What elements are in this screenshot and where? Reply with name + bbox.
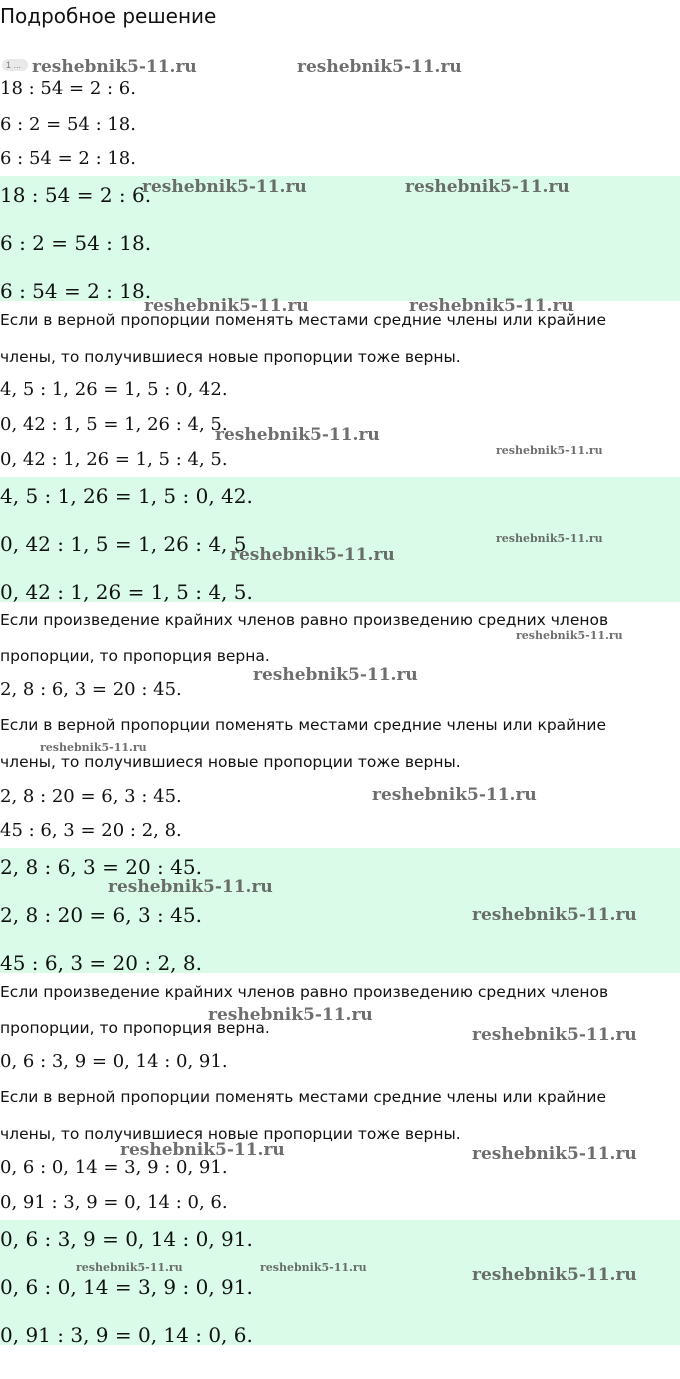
loading-placeholder: 1 ...: [2, 59, 28, 71]
watermark: reshebnik5-11.ru: [409, 296, 574, 316]
answer-equation: 0, 91 : 3, 9 = 0, 14 : 0, 6.: [0, 1323, 253, 1347]
answer-equation: 0, 6 : 3, 9 = 0, 14 : 0, 91.: [0, 1227, 253, 1251]
watermark: reshebnik5-11.ru: [496, 444, 603, 457]
answer-equation: 18 : 54 = 2 : 6.: [0, 183, 152, 207]
watermark: reshebnik5-11.ru: [108, 877, 273, 897]
equation-line: 0, 42 : 1, 5 = 1, 26 : 4, 5.: [0, 414, 228, 435]
watermark: reshebnik5-11.ru: [516, 629, 623, 642]
watermark: reshebnik5-11.ru: [496, 532, 603, 545]
equation-line: 0, 6 : 0, 14 = 3, 9 : 0, 91.: [0, 1157, 228, 1178]
answer-equation: 6 : 54 = 2 : 18.: [0, 279, 152, 303]
rule-text: члены, то получившиеся новые пропорции тоже верны.: [0, 753, 461, 771]
equation-line: 2, 8 : 20 = 6, 3 : 45.: [0, 786, 182, 807]
rule-text: Если в верной пропорции поменять местами средние члены или крайние: [0, 1088, 606, 1106]
watermark: reshebnik5-11.ru: [472, 1265, 637, 1285]
watermark: reshebnik5-11.ru: [260, 1261, 367, 1274]
answer-equation: 0, 42 : 1, 5 = 1, 26 : 4, 5: [0, 532, 247, 556]
rule-text: пропорции, то пропорция верна.: [0, 1019, 270, 1037]
watermark: reshebnik5-11.ru: [32, 57, 197, 77]
watermark: reshebnik5-11.ru: [40, 741, 147, 754]
watermark: reshebnik5-11.ru: [208, 1005, 373, 1025]
answer-equation: 0, 42 : 1, 26 = 1, 5 : 4, 5.: [0, 580, 253, 604]
watermark: reshebnik5-11.ru: [144, 296, 309, 316]
watermark: reshebnik5-11.ru: [142, 177, 307, 197]
answer-equation: 2, 8 : 6, 3 = 20 : 45.: [0, 855, 202, 879]
rule-text: члены, то получившиеся новые пропорции тоже верны.: [0, 348, 461, 366]
equation-line: 6 : 54 = 2 : 18.: [0, 148, 136, 169]
equation-line: 4, 5 : 1, 26 = 1, 5 : 0, 42.: [0, 379, 228, 400]
page-title: Подробное решение: [0, 4, 217, 28]
watermark: reshebnik5-11.ru: [230, 545, 395, 565]
watermark: reshebnik5-11.ru: [405, 177, 570, 197]
rule-text: Если произведение крайних членов равно произведению средних членов: [0, 611, 609, 629]
rule-text: Если произведение крайних членов равно произведению средних членов: [0, 983, 609, 1001]
rule-text: пропорции, то пропорция верна.: [0, 647, 270, 665]
watermark: reshebnik5-11.ru: [472, 1144, 637, 1164]
equation-line: 0, 91 : 3, 9 = 0, 14 : 0, 6.: [0, 1192, 228, 1213]
rule-text: члены, то получившиеся новые пропорции тоже верны.: [0, 1125, 461, 1143]
answer-equation: 6 : 2 = 54 : 18.: [0, 231, 152, 255]
equation-line: 0, 42 : 1, 26 = 1, 5 : 4, 5.: [0, 449, 228, 470]
watermark: reshebnik5-11.ru: [372, 785, 537, 805]
watermark: reshebnik5-11.ru: [472, 905, 637, 925]
equation-line: 45 : 6, 3 = 20 : 2, 8.: [0, 820, 182, 841]
answer-equation: 0, 6 : 0, 14 = 3, 9 : 0, 91.: [0, 1275, 253, 1299]
watermark: reshebnik5-11.ru: [120, 1140, 285, 1160]
watermark: reshebnik5-11.ru: [215, 425, 380, 445]
answer-equation: 2, 8 : 20 = 6, 3 : 45.: [0, 903, 202, 927]
equation-line: 6 : 2 = 54 : 18.: [0, 114, 136, 135]
equation-line: 2, 8 : 6, 3 = 20 : 45.: [0, 679, 182, 700]
watermark: reshebnik5-11.ru: [76, 1261, 183, 1274]
equation-line: 18 : 54 = 2 : 6.: [0, 78, 136, 99]
watermark: reshebnik5-11.ru: [472, 1025, 637, 1045]
equation-line: 0, 6 : 3, 9 = 0, 14 : 0, 91.: [0, 1051, 228, 1072]
rule-text: Если в верной пропорции поменять местами средние члены или крайние: [0, 716, 606, 734]
rule-text: Если в верной пропорции поменять местами средние члены или крайние: [0, 311, 606, 329]
watermark: reshebnik5-11.ru: [253, 665, 418, 685]
answer-equation: 4, 5 : 1, 26 = 1, 5 : 0, 42.: [0, 484, 253, 508]
watermark: reshebnik5-11.ru: [297, 57, 462, 77]
answer-equation: 45 : 6, 3 = 20 : 2, 8.: [0, 951, 202, 975]
